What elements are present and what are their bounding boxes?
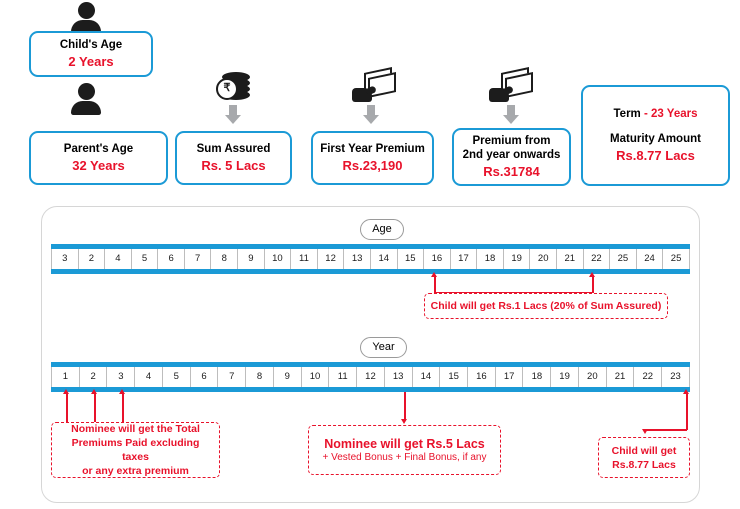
coins-rupee-icon (216, 72, 254, 102)
year-cell-4: 5 (163, 367, 191, 387)
callout-nominee-premiums-line1: Nominee will get the Total (71, 423, 200, 435)
arrow-down-sum-assured (225, 105, 241, 124)
age-arrow-18-vertical (434, 275, 436, 293)
year-cell-9: 10 (302, 367, 330, 387)
callout-nominee-5-lacs (308, 425, 501, 475)
year-cell-19: 20 (579, 367, 607, 387)
year-cell-1: 2 (80, 367, 108, 387)
child-person-icon (71, 2, 101, 34)
year-arrow-1-tip (63, 389, 69, 394)
year-cell-22: 23 (662, 367, 690, 387)
age-cell-5: 7 (185, 249, 212, 269)
age-cell-19: 21 (557, 249, 584, 269)
premium-2nd-year-label-line2: 2nd year onwards (462, 149, 561, 161)
age-cell-11: 13 (344, 249, 371, 269)
sum-assured-card (175, 131, 292, 185)
age-pill-label: Age (360, 219, 404, 240)
year-cell-12: 13 (385, 367, 413, 387)
callout-child-20-percent-text: Child will get Rs.1 Lacs (20% of Sum Assured) (430, 300, 662, 312)
year-arrow-2 (94, 392, 96, 422)
year-cell-21: 22 (634, 367, 662, 387)
sum-assured-value: Rs. 5 Lacs (201, 158, 266, 173)
callout-child-maturity (598, 437, 690, 478)
age-cell-0: 3 (52, 249, 79, 269)
age-cell-4: 6 (158, 249, 185, 269)
age-cell-13: 15 (398, 249, 425, 269)
age-cell-9: 11 (291, 249, 318, 269)
first-year-premium-label: First Year Premium (320, 143, 425, 155)
year-cell-16: 17 (496, 367, 524, 387)
child-age-value: 2 Years (68, 54, 114, 69)
sum-assured-label: Sum Assured (196, 143, 271, 155)
age-cell-15: 17 (451, 249, 478, 269)
callout-nominee-5-lacs-line1: Nominee will get Rs.5 Lacs (324, 436, 485, 451)
year-timeline-strip (51, 362, 690, 392)
year-cell-17: 18 (523, 367, 551, 387)
first-year-premium-card (311, 131, 434, 185)
year-arrow-23-tip (683, 389, 689, 394)
arrow-down-premium-2nd-year (503, 105, 519, 124)
age-cell-23: 25 (663, 249, 690, 269)
premium-2nd-year-value: Rs.31784 (483, 164, 540, 179)
year-arrow-mid-tip (401, 419, 407, 424)
callout-nominee-premiums-line2: Premiums Paid excluding taxes (71, 437, 200, 463)
term-row (614, 107, 698, 122)
age-cell-6: 8 (211, 249, 238, 269)
term-value: - 23 Years (643, 108, 698, 120)
callout-nominee-5-lacs-line2: + Vested Bonus + Final Bonus, if any (322, 451, 487, 463)
age-timeline-strip (51, 244, 690, 274)
age-cell-21: 25 (610, 249, 637, 269)
parent-age-label: Parent's Age (63, 143, 134, 155)
parent-age-card (29, 131, 168, 185)
cash-hand-icon-first-year (352, 70, 394, 102)
term-maturity-card (581, 85, 730, 186)
age-arrow-22-tip (589, 272, 595, 277)
premium-2nd-year-label-line1: Premium from (472, 135, 551, 147)
year-arrow-23-down-tip (642, 429, 648, 434)
age-cell-16: 18 (477, 249, 504, 269)
year-cell-6: 7 (218, 367, 246, 387)
maturity-amount-label: Maturity Amount (610, 133, 701, 145)
callout-nominee-premiums (51, 422, 220, 478)
child-age-card (29, 31, 153, 77)
year-arrow-23-horizontal (645, 429, 687, 431)
year-arrow-1 (66, 392, 68, 422)
term-label: Term (613, 108, 641, 120)
age-cell-10: 12 (318, 249, 345, 269)
first-year-premium-value: Rs.23,190 (342, 158, 403, 173)
year-cell-20: 21 (607, 367, 635, 387)
age-cell-12: 14 (371, 249, 398, 269)
age-cell-7: 9 (238, 249, 265, 269)
cash-hand-icon-recurring (489, 70, 531, 102)
callout-child-maturity-line1: Child will get (611, 444, 677, 457)
year-cell-10: 11 (329, 367, 357, 387)
callout-child-maturity-line2: Rs.8.77 Lacs (612, 458, 676, 471)
age-arrow-18-tip (431, 272, 437, 277)
arrow-down-first-year-premium (363, 105, 379, 124)
year-arrow-23-vertical (686, 392, 688, 430)
year-cell-8: 9 (274, 367, 302, 387)
premium-2nd-year-card (452, 128, 571, 186)
year-cell-13: 14 (413, 367, 441, 387)
age-cell-3: 5 (132, 249, 159, 269)
year-arrow-3 (122, 392, 124, 422)
age-arrow-22-vertical (592, 275, 594, 293)
age-cell-18: 20 (530, 249, 557, 269)
year-cell-0: 1 (52, 367, 80, 387)
callout-nominee-premiums-line3: or any extra premium (82, 465, 189, 477)
rupee-symbol: ₹ (216, 78, 238, 100)
year-cell-11: 12 (357, 367, 385, 387)
year-cell-15: 16 (468, 367, 496, 387)
year-arrow-3-tip (119, 389, 125, 394)
age-cell-8: 10 (265, 249, 292, 269)
year-arrow-mid (404, 392, 406, 419)
year-pill-label: Year (360, 337, 407, 358)
age-cell-17: 19 (504, 249, 531, 269)
maturity-amount-value: Rs.8.77 Lacs (616, 148, 695, 163)
year-cell-18: 19 (551, 367, 579, 387)
year-cell-5: 6 (191, 367, 219, 387)
child-age-label: Child's Age (59, 39, 123, 51)
age-cell-22: 24 (637, 249, 664, 269)
callout-child-20-percent (424, 293, 668, 319)
year-cell-7: 8 (246, 367, 274, 387)
year-cell-14: 15 (440, 367, 468, 387)
age-cell-1: 2 (79, 249, 106, 269)
year-cell-3: 4 (135, 367, 163, 387)
age-cell-2: 4 (105, 249, 132, 269)
age-cell-14: 16 (424, 249, 451, 269)
year-arrow-2-tip (91, 389, 97, 394)
age-cell-20: 22 (584, 249, 611, 269)
parent-person-icon (71, 83, 101, 115)
parent-age-value: 32 Years (72, 158, 125, 173)
year-cell-2: 3 (107, 367, 135, 387)
